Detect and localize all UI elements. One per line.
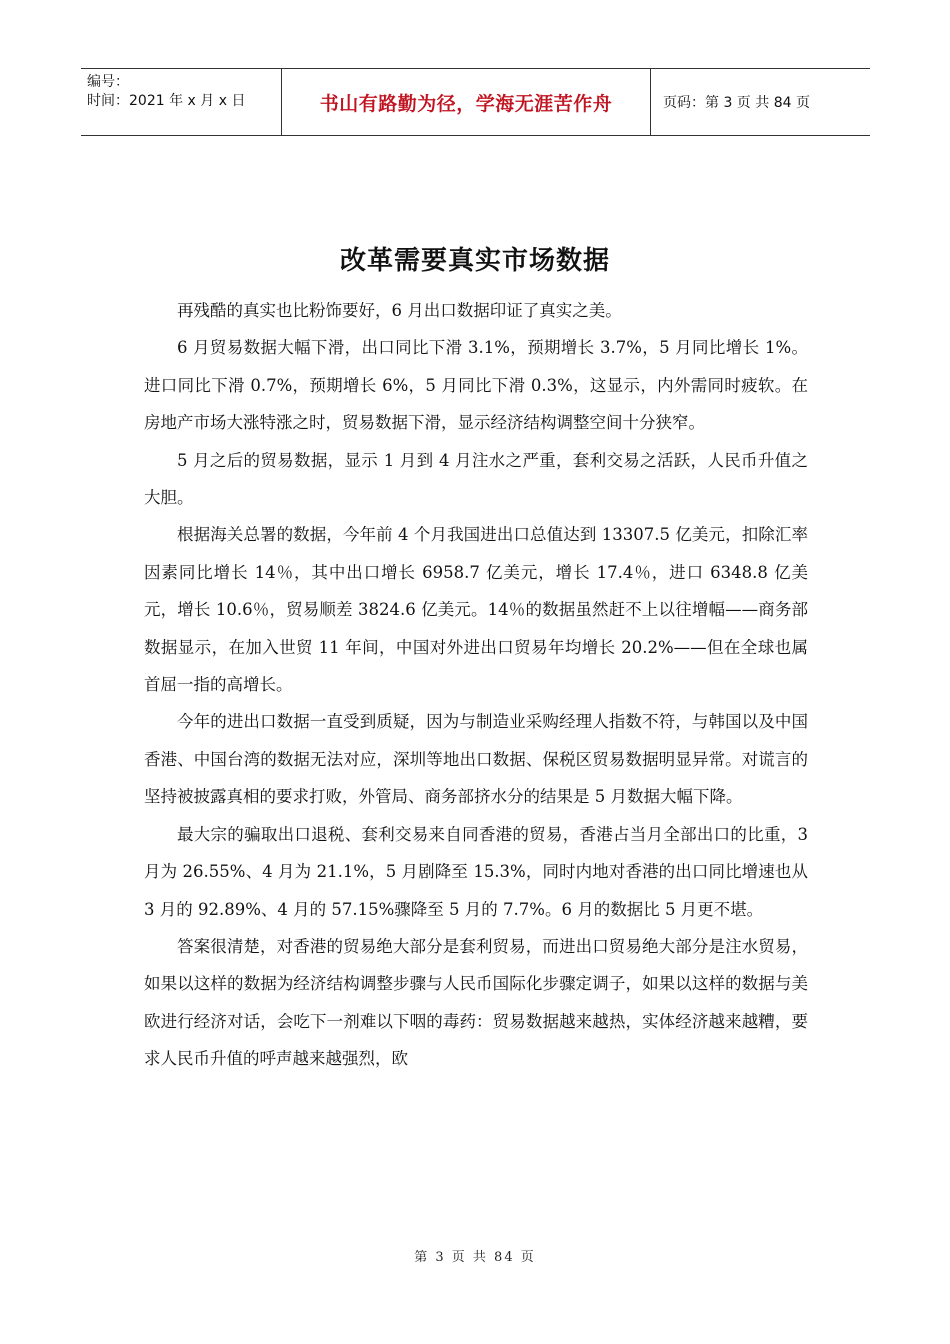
article-title: 改革需要真实市场数据: [339, 246, 610, 276]
document-date: 时间：2021 年 x 月 x 日: [87, 93, 246, 109]
header-motto: 书山有路勤为径，学海无涯苦作舟: [281, 69, 651, 135]
header-page-info: 页码：第 3 页 共 84 页: [663, 95, 810, 111]
paragraph: 再残酷的真实也比粉饰要好，6 月出口数据印证了真实之美。: [177, 301, 622, 320]
document-number-label: 编号：: [87, 74, 129, 90]
article-body: [144, 292, 808, 1078]
paragraph: 今年的进出口数据一直受到质疑，因为与制造业采购经理人指数不符，与韩国以及中国香港、中国台湾的数据无法对应，深圳等地出口数据、保税区贸易数据明显异常。对谎言的坚持被披露真相的要求打败，外管局、商务部挤水分的结果是 5 月数据大幅下降。: [144, 712, 808, 807]
header-meta: [81, 69, 281, 135]
paragraph: 6 月贸易数据大幅下滑，出口同比下滑 3.1%，预期增长 3.7%，5 月同比增长 1%。进口同比下滑 0.7%，预期增长 6%，5 月同比下滑 0.3%，这显示，内外需同时疲软。在房地产市场大涨特涨之时，贸易数据下滑，显示经济结构调整空间十分狭窄。: [144, 338, 808, 433]
page-footer: 第 3 页 共 84 页: [414, 1250, 536, 1265]
paragraph: 5 月之后的贸易数据，显示 1 月到 4 月注水之严重，套利交易之活跃，人民币升值之大胆。: [144, 450, 808, 508]
paragraph: 最大宗的骗取出口退税、套利交易来自同香港的贸易，香港占当月全部出口的比重，3 月为 26.55%、4 月为 21.1%，5 月剧降至 15.3%，同时内地对香港的出口同比增速也从 3 月的 92.89%、4 月的 57.15%骤降至 5 月的 7.7%。6 月的数据比 5 月更不堪。: [144, 824, 808, 919]
paragraph: 答案很清楚，对香港的贸易绝大部分是套利贸易，而进出口贸易绝大部分是注水贸易，如果以这样的数据为经济结构调整步骤与人民币国际化步骤定调子，如果以这样的数据与美欧进行经济对话，会吃下一剂难以下咽的毒药：贸易数据越来越热，实体经济越来越糟，要求人民币升值的呼声越来越强烈，欧: [144, 936, 808, 1069]
paragraph: 根据海关总署的数据，今年前 4 个月我国进出口总值达到 13307.5 亿美元，扣除汇率因素同比增长 14％，其中出口增长 6958.7 亿美元，增长 17.4％，进口 6348.8 亿美元，增长 10.6％，贸易顺差 3824.6 亿美元。14％的数据虽然赶不上以往增幅——商务部数据显示，在加入世贸 11 年间，中国对外进出口贸易年均增长 20.2%——但在全球也属首屈一指的高增长。: [144, 525, 808, 695]
page-header: [81, 68, 870, 136]
